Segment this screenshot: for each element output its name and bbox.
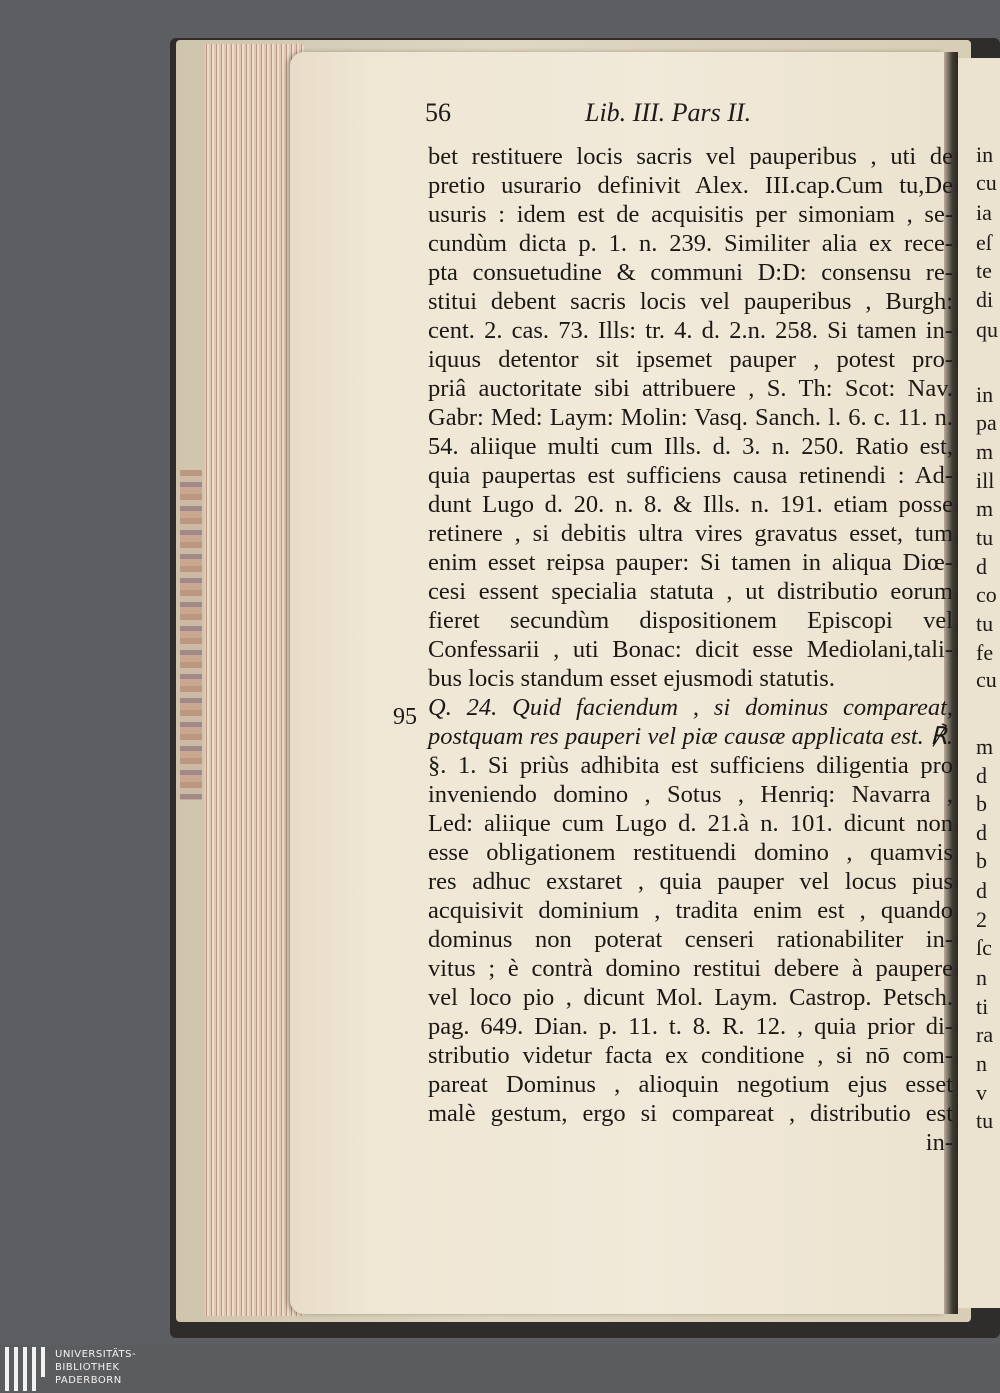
facing-page-text: ill xyxy=(976,468,995,493)
facing-page-text: cu xyxy=(976,170,997,195)
facing-page-text: m xyxy=(976,734,994,759)
text-line: pretio usurario definivit Alex. III.cap.Cum tu,De xyxy=(428,172,953,199)
text-line: §. 1. Si priùs adhibita est sufficiens diligentia pro xyxy=(428,752,953,779)
text-line: Gabr: Med: Laym: Molin: Vasq. Sanch. l. 6. c. 11. n. xyxy=(428,404,953,431)
facing-page-text: v xyxy=(976,1080,987,1105)
facing-page-text: cu xyxy=(976,667,997,692)
text-line: postquam res pauperi vel piæ causæ applicata est. ℟. xyxy=(428,723,953,750)
text-line: usuris : idem est de acquisitis per simoniam , se- xyxy=(428,201,953,228)
page-number: 56 xyxy=(425,98,451,127)
facing-page-text: n xyxy=(976,965,987,990)
facing-page-text: tu xyxy=(976,611,994,636)
text-line: bet restituere locis sacris vel pauperibus , uti de xyxy=(428,143,953,170)
facing-page-text: d xyxy=(976,820,987,845)
facing-page-text: pa xyxy=(976,410,997,435)
facing-page-fragment xyxy=(958,58,1000,1308)
text-line: Led: aliique cum Lugo d. 21.à n. 101. dicunt non xyxy=(428,810,953,837)
text-line: cent. 2. cas. 73. Ills: tr. 4. d. 2.n. 258. Si tamen in- xyxy=(428,317,953,344)
margin-number: 95 xyxy=(393,704,417,730)
logo-bars-icon xyxy=(5,1347,47,1391)
text-line: esse obligationem restituendi domino , quamvis xyxy=(428,839,953,866)
facing-page-text: ti xyxy=(976,994,989,1019)
institution-name: UNIVERSITÄTS- BIBLIOTHEK PADERBORN xyxy=(55,1349,137,1386)
text-line: res adhuc exstaret , quia pauper vel locus pius xyxy=(428,868,953,895)
facing-page-text: fe xyxy=(976,640,994,665)
marbled-edge xyxy=(180,470,202,800)
text-line: 54. aliique multi cum Ills. d. 3. n. 250. Ratio est, xyxy=(428,433,953,460)
text-line: inveniendo domino , Sotus , Henriq: Navarra , xyxy=(428,781,953,808)
page-edges xyxy=(204,44,304,1316)
text-line: fieret secundùm dispositionem Episcopi vel xyxy=(428,607,953,634)
facing-page-text: in xyxy=(976,142,994,167)
facing-page-text: d xyxy=(976,878,987,903)
facing-page-text: m xyxy=(976,439,994,464)
text-line: dunt Lugo d. 20. n. 8. & Ills. n. 191. etiam posse xyxy=(428,491,953,518)
text-line: dominus non poterat censeri rationabiliter in- xyxy=(428,926,953,953)
text-line: stributio videtur facta ex conditione , si nō com- xyxy=(428,1042,953,1069)
facing-page-text: ia xyxy=(976,200,992,225)
facing-page-text: te xyxy=(976,258,992,283)
facing-page-text: n xyxy=(976,1051,987,1076)
text-line: enim esset reipsa pauper: Si tamen in aliqua Diœ- xyxy=(428,549,953,576)
text-line: bus locis standum esset ejusmodi statutis. xyxy=(428,665,835,692)
facing-page-text: m xyxy=(976,496,994,521)
facing-page-text: b xyxy=(976,791,987,816)
text-line: acquisivit dominium , tradita enim est , quando xyxy=(428,897,953,924)
text-line: Confessarii , uti Bonac: dicit esse Mediolani,tali- xyxy=(428,636,953,663)
facing-page-text: di xyxy=(976,287,994,312)
facing-page-text: 2 xyxy=(976,907,987,932)
text-line: iquus detentor sit ipsemet pauper , potest pro- xyxy=(428,346,953,373)
text-line: malè gestum, ergo si compareat , distributio est xyxy=(428,1100,953,1127)
facing-page-text: co xyxy=(976,582,997,607)
facing-page-text: qu xyxy=(976,317,998,342)
text-line: in- xyxy=(925,1129,953,1156)
facing-page-text: b xyxy=(976,848,987,873)
text-line: Q. 24. Quid faciendum , si dominus compareat, xyxy=(428,694,953,721)
facing-page-text: ra xyxy=(976,1022,994,1047)
facing-page-text: d xyxy=(976,763,987,788)
facing-page-text: d xyxy=(976,554,987,579)
facing-page-text: tu xyxy=(976,525,994,550)
facing-page-text: in xyxy=(976,382,994,407)
text-line: vitus ; è contrà domino restitui debere à paupere xyxy=(428,955,953,982)
text-line: retinere , si debitis ultra vires gravatus esset, tum xyxy=(428,520,953,547)
text-line: pag. 649. Dian. p. 11. t. 8. R. 12. , quia prior di- xyxy=(428,1013,953,1040)
text-line: priâ auctoritate sibi attribuere , S. Th: Scot: Nav. xyxy=(428,375,953,402)
running-head: Lib. III. Pars II. xyxy=(585,98,752,127)
text-line: vel loco pio , dicunt Mol. Laym. Castrop. Petsch. xyxy=(428,984,953,1011)
text-line: pta consuetudine & communi D:D: consensu re- xyxy=(428,259,953,286)
facing-page-text: tu xyxy=(976,1108,994,1133)
text-line: pareat Dominus , alioquin negotium ejus esset xyxy=(428,1071,953,1098)
facing-page-text: eſ xyxy=(976,230,992,255)
facing-page-text: ſc xyxy=(976,935,992,960)
text-line: quia paupertas est sufficiens causa retinendi : Ad- xyxy=(428,462,953,489)
library-logo xyxy=(0,1345,1000,1393)
text-line: cesi essent specialia statuta , ut distributio eorum xyxy=(428,578,953,605)
text-line: stitui debent sacris locis vel pauperibus , Burgh: xyxy=(428,288,953,315)
text-line: cundùm dicta p. 1. n. 239. Similiter alia ex rece- xyxy=(428,230,953,257)
